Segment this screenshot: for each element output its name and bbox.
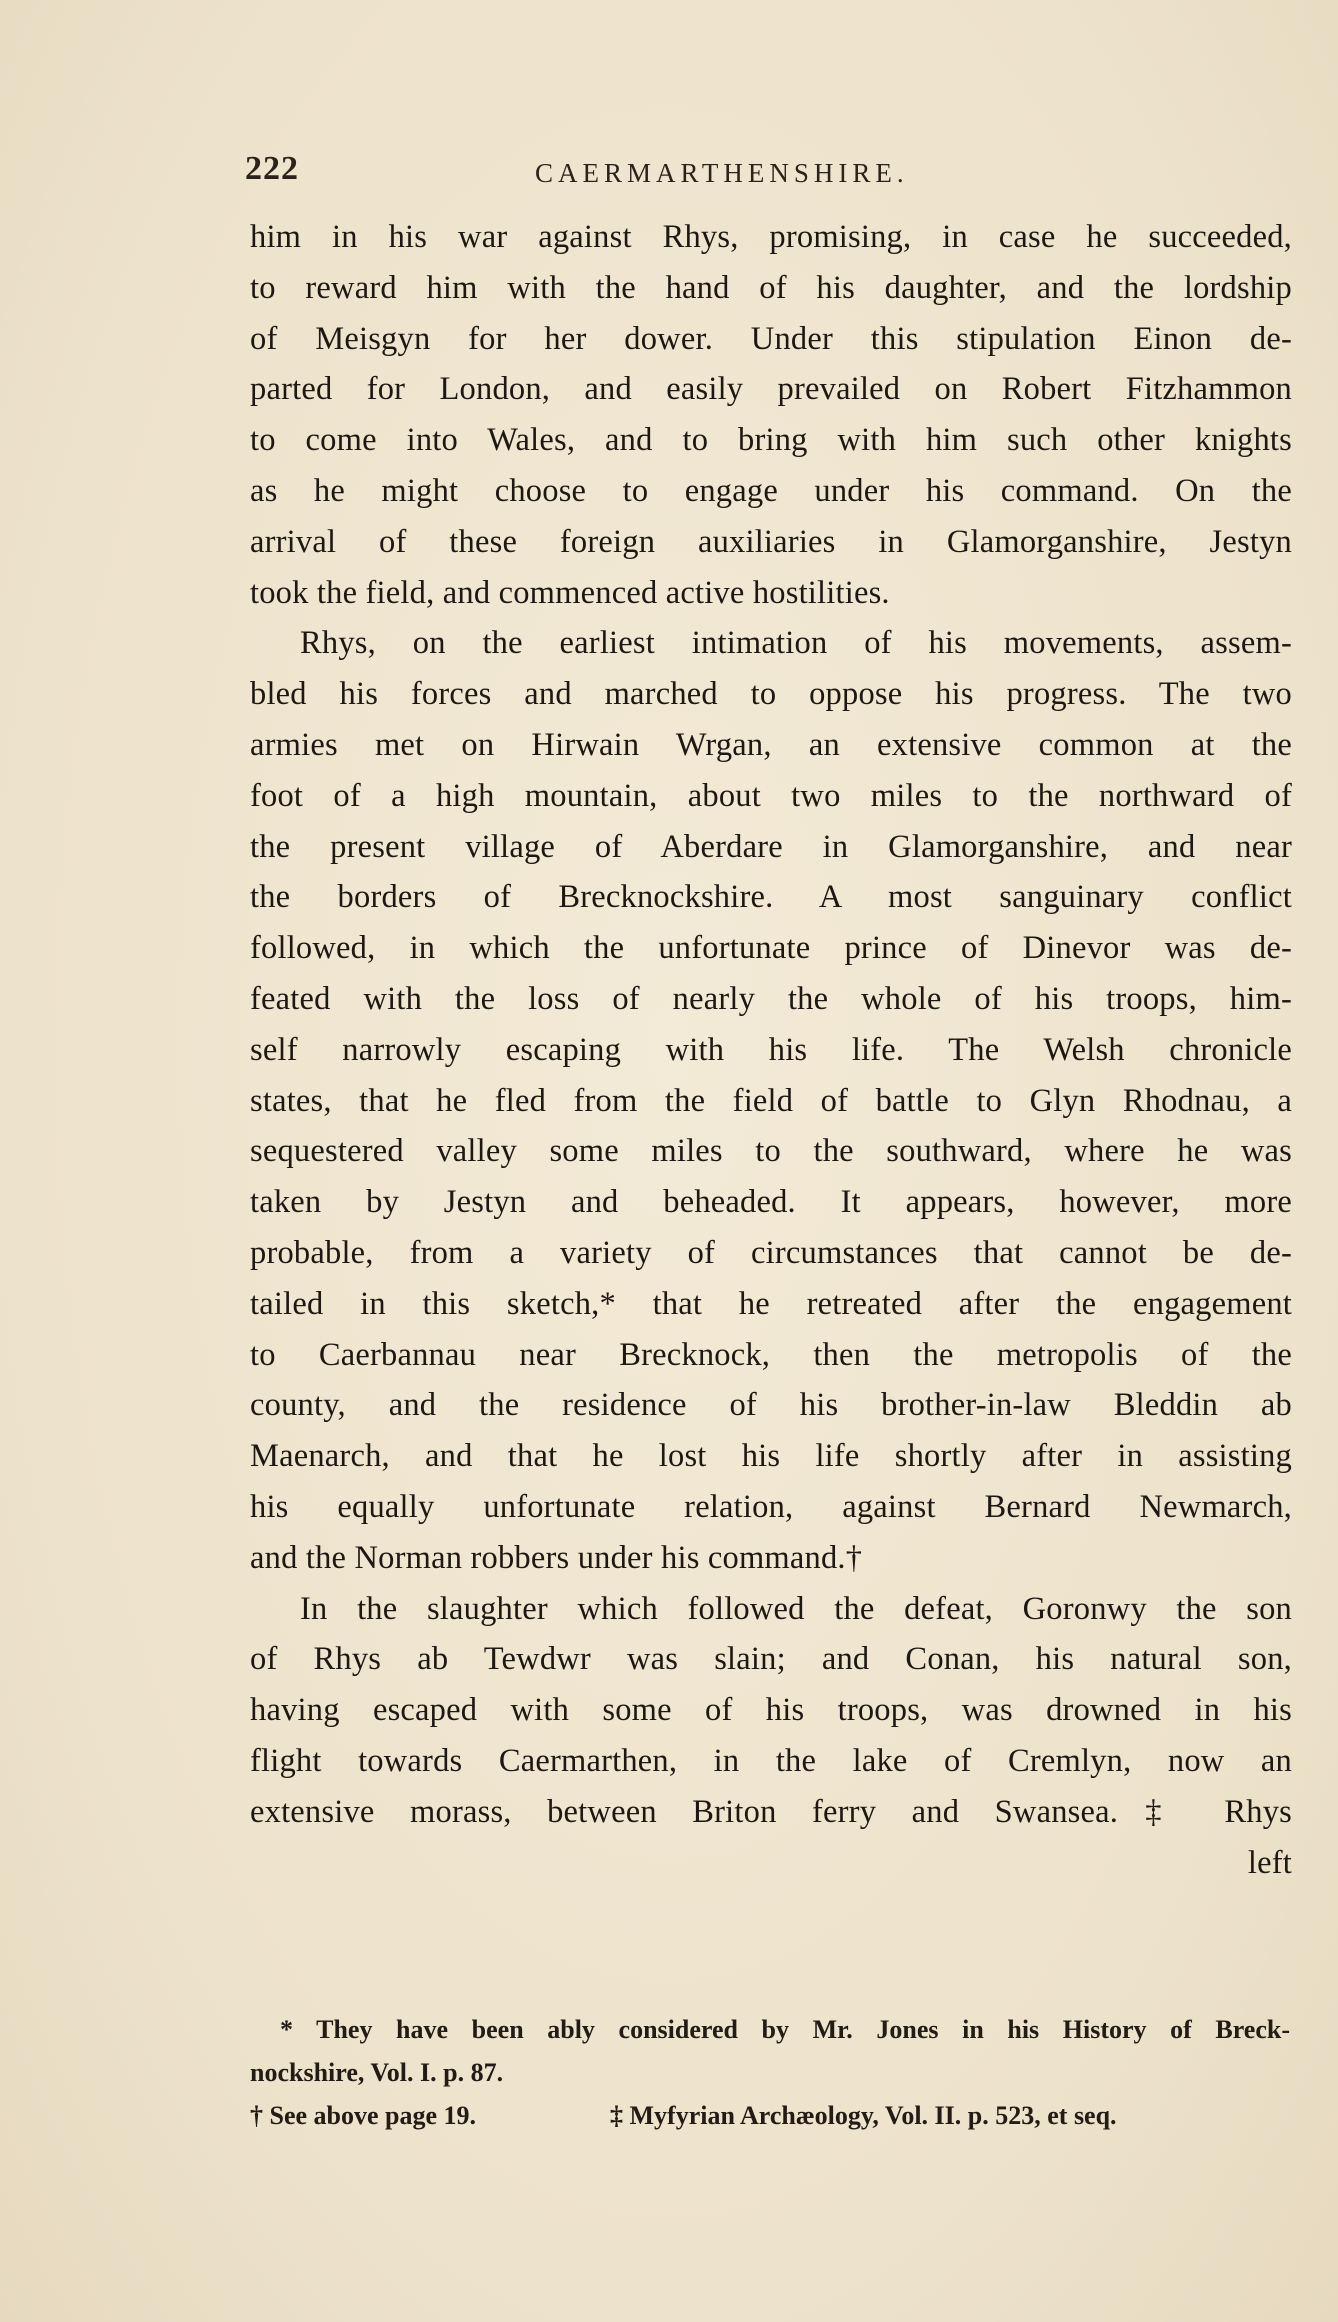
- text-line: arrival of these foreign auxiliaries in Glamorganshire, Jestyn: [250, 523, 1292, 560]
- text-line: having escaped with some of his troops, was drowned in his: [250, 1692, 1292, 1729]
- text-line: tailed in this sketch,* that he retreated after the engagement: [250, 1285, 1292, 1322]
- text-line: probable, from a variety of circumstances that cannot be de-: [250, 1234, 1292, 1271]
- text-line: states, that he fled from the field of battle to Glyn Rhodnau, a: [250, 1082, 1292, 1119]
- text-line: of Meisgyn for her dower. Under this stipulation Einon de-: [250, 320, 1292, 357]
- text-line: armies met on Hirwain Wrgan, an extensive common at the: [250, 726, 1292, 763]
- text-line: foot of a high mountain, about two miles to the northward of: [250, 777, 1292, 814]
- text-line: of Rhys ab Tewdwr was slain; and Conan, his natural son,: [250, 1641, 1292, 1678]
- page-number: 222: [245, 150, 299, 187]
- text-line: his equally unfortunate relation, against Bernard Newmarch,: [250, 1488, 1292, 1525]
- footnote-row: [250, 2094, 1290, 2137]
- body-text: [250, 212, 1292, 1888]
- text-line: taken by Jestyn and beheaded. It appears, however, more: [250, 1184, 1292, 1221]
- text-line: took the field, and commenced active hostilities.: [250, 574, 890, 611]
- text-line: extensive morass, between Briton ferry and Swansea.‡ Rhys: [250, 1793, 1292, 1830]
- footnote-dagger: † See above page 19.: [250, 2101, 477, 2130]
- text-line: Rhys, on the earliest intimation of his movements, assem-: [300, 625, 1292, 662]
- text-line: to Caerbannau near Brecknock, then the metropolis of the: [250, 1336, 1292, 1373]
- text-line: parted for London, and easily prevailed on Robert Fitzhammon: [250, 371, 1292, 408]
- text-line: sequestered valley some miles to the southward, where he was: [250, 1133, 1292, 1170]
- text-line: to reward him with the hand of his daughter, and the lordship: [250, 269, 1292, 306]
- text-line: the present village of Aberdare in Glamorganshire, and near: [250, 828, 1292, 865]
- text-line: him in his war against Rhys, promising, in case he succeeded,: [250, 219, 1292, 255]
- text-line: followed, in which the unfortunate prince of Dinevor was de-: [250, 930, 1292, 967]
- text-line: Maenarch, and that he lost his life shortly after in assisting: [250, 1438, 1292, 1475]
- running-head: CAERMARTHENSHIRE.: [535, 158, 909, 188]
- footnote-star-line: * They have been ably considered by Mr. Jones in his History of Breck-: [280, 2015, 1290, 2044]
- text-line: county, and the residence of his brother-in-law Bleddin ab: [250, 1387, 1292, 1424]
- text-line: In the slaughter which followed the defeat, Goronwy the son: [300, 1590, 1292, 1627]
- text-line: feated with the loss of nearly the whole of his troops, him-: [250, 980, 1292, 1017]
- text-line: and the Norman robbers under his command.†: [250, 1539, 863, 1576]
- footnote-star-continuation: nockshire, Vol. I. p. 87.: [250, 2058, 504, 2087]
- catchword: left: [1247, 1844, 1292, 1881]
- text-line: as he might choose to engage under his command. On the: [250, 472, 1292, 509]
- text-line: to come into Wales, and to bring with him such other knights: [250, 422, 1292, 459]
- text-line: bled his forces and marched to oppose his progress. The two: [250, 676, 1292, 713]
- footnotes: [250, 2008, 1290, 2137]
- footnote-double-dagger: ‡ Myfyrian Archæology, Vol. II. p. 523, et seq.: [610, 2101, 1117, 2130]
- text-line: the borders of Brecknockshire. A most sanguinary conflict: [250, 879, 1292, 916]
- page-header: [245, 150, 1295, 200]
- text-line: flight towards Caermarthen, in the lake of Cremlyn, now an: [250, 1742, 1292, 1779]
- text-line: self narrowly escaping with his life. The Welsh chronicle: [250, 1031, 1292, 1068]
